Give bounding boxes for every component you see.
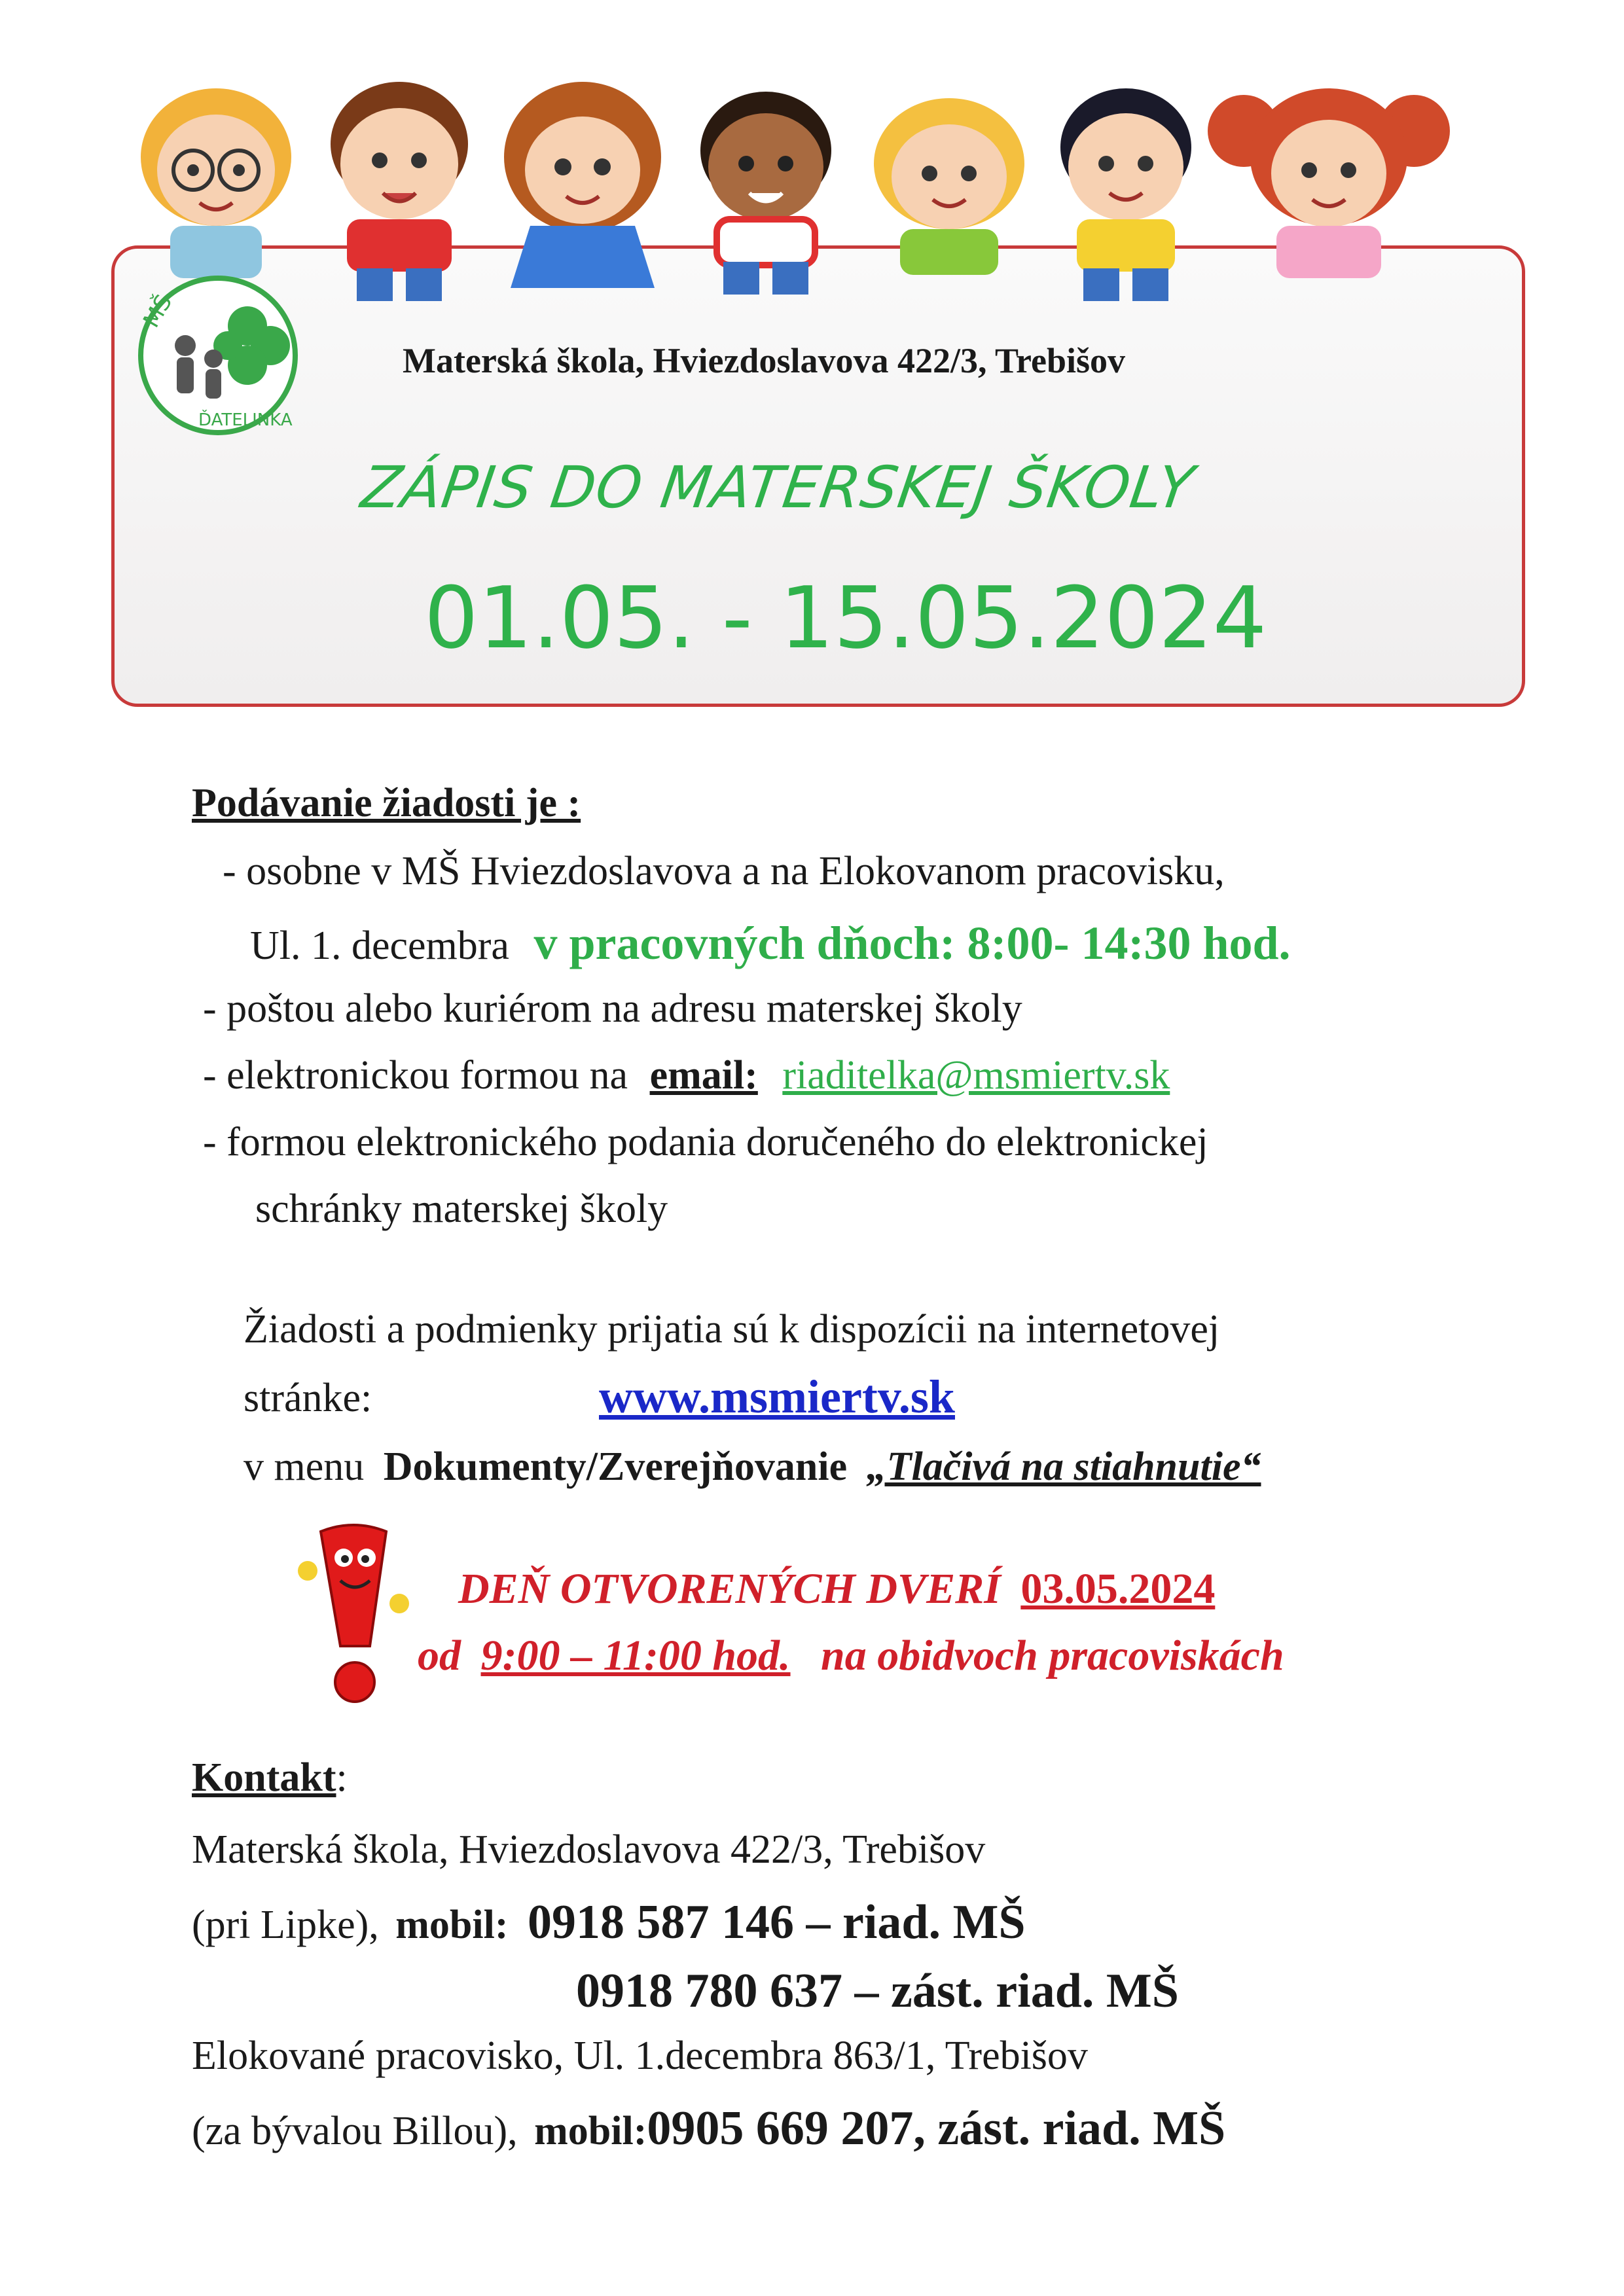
info-line-3 xyxy=(244,1446,1261,1487)
open-day-line xyxy=(458,1565,1216,1613)
email-link[interactable]: riaditelka@msmiertv.sk xyxy=(782,1053,1170,1098)
open-day-label: DEŇ OTVORENÝCH DVERÍ xyxy=(458,1565,1001,1613)
contact-location-1: (pri Lipke), xyxy=(192,1903,379,1947)
website-link[interactable]: www.msmiertv.sk xyxy=(599,1371,955,1423)
website-label: stránke: xyxy=(244,1376,372,1420)
child-figure xyxy=(1208,88,1450,278)
applications-line-5: - formou elektronického podania doručeného do elektronickej xyxy=(203,1120,1208,1164)
child-figure xyxy=(874,98,1024,275)
applications-line-1: - osobne v MŠ Hviezdoslavova a na Elokovanom pracovisku, xyxy=(223,849,1225,893)
mobile-label-1: mobil: xyxy=(395,1903,509,1947)
child-figure xyxy=(141,88,291,278)
logo-bottom-text: ĎATELINKA xyxy=(198,410,293,430)
info-line-1: Žiadosti a podmienky prijatia sú k dispozícii na internetovej xyxy=(244,1307,1220,1352)
child-figure xyxy=(331,82,468,301)
open-day-time-line xyxy=(418,1634,1284,1677)
menu-path: Dokumenty/Zverejňovanie xyxy=(383,1444,848,1489)
child-figure xyxy=(1060,88,1191,301)
applications-line-2 xyxy=(250,917,1291,969)
applications-line-3: - poštou alebo kuriérom na adresu materskej školy xyxy=(203,986,1022,1031)
school-logo xyxy=(136,274,346,437)
mobile-label-2: mobil: xyxy=(534,2109,647,2153)
menu-label: v menu xyxy=(244,1444,365,1489)
open-day-suffix: na obidvoch pracoviskách xyxy=(821,1632,1284,1679)
phone-branch: 0905 669 207, zást. riad. MŠ xyxy=(647,2102,1226,2155)
forms-link[interactable]: „Tlačivá na stiahnutie“ xyxy=(866,1444,1261,1489)
open-day-prefix: od xyxy=(418,1632,461,1679)
info-line-2 xyxy=(244,1378,372,1418)
child-figure xyxy=(700,92,831,295)
applications-line-6: schránky materskej školy xyxy=(255,1187,668,1231)
exclamation-mascot-icon xyxy=(295,1518,412,1708)
contact-line-2 xyxy=(192,1895,1026,1949)
contact-heading: Kontakt xyxy=(192,1755,336,1800)
children-illustration xyxy=(131,72,1506,308)
contact-heading-colon: : xyxy=(336,1755,348,1800)
electronic-label: - elektronickou formou na xyxy=(203,1053,628,1098)
contact-line-4: Elokované pracovisko, Ul. 1.decembra 863/1, Trebišov xyxy=(192,2034,1088,2078)
phone-deputy: 0918 780 637 – zást. riad. MŠ xyxy=(576,1964,1179,2018)
contact-line-5 xyxy=(192,2104,1225,2153)
applications-heading: Podávanie žiadosti je : xyxy=(192,781,581,825)
child-figure xyxy=(504,82,661,288)
email-label: email: xyxy=(649,1053,758,1098)
office-hours: v pracovných dňoch: 8:00- 14:30 hod. xyxy=(533,917,1291,969)
contact-location-2: (za bývalou Billou), xyxy=(192,2109,518,2153)
contact-heading-row xyxy=(192,1757,348,1798)
open-day-date: 03.05.2024 xyxy=(1020,1565,1216,1613)
enrollment-dates: 01.05. - 15.05.2024 xyxy=(424,568,1267,668)
open-day-time: 9:00 – 11:00 hod. xyxy=(480,1632,791,1679)
street-label: Ul. 1. decembra xyxy=(250,924,509,968)
logo-top-text: MŠ xyxy=(138,290,178,332)
page-title: ZÁPIS DO MATERSKEJ ŠKOLY xyxy=(357,454,1199,521)
phone-director: 0918 587 146 – riad. MŠ xyxy=(528,1895,1026,1949)
school-name: Materská škola, Hviezdoslavova 422/3, Trebišov xyxy=(403,341,1126,380)
applications-line-4 xyxy=(203,1055,1170,1096)
contact-line-1: Materská škola, Hviezdoslavova 422/3, Trebišov xyxy=(192,1827,986,1872)
